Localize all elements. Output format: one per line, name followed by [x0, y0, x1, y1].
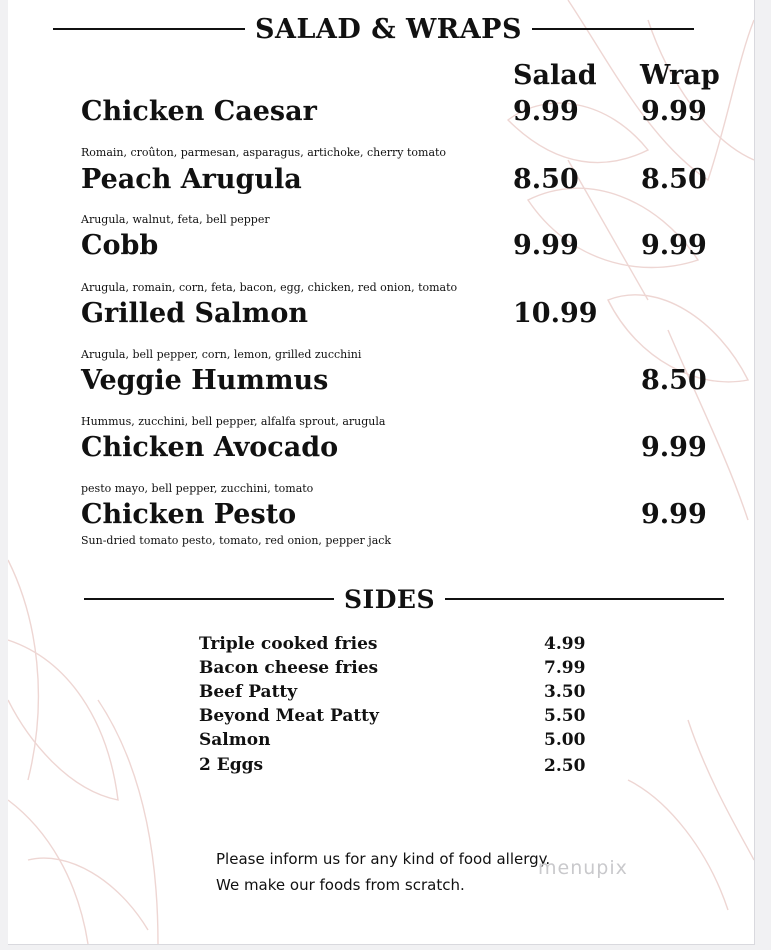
side-item-price: 5.50 [544, 706, 586, 726]
menu-item-description: Arugula, bell pepper, corn, lemon, grilled zucchini [81, 348, 362, 361]
menu-item-name: Cobb [81, 230, 159, 261]
salad-wraps-heading [53, 12, 694, 46]
menu-item-description: Sun-dried tomato pesto, tomato, red onion, pepper jack [81, 534, 392, 547]
side-item-price: 2.50 [544, 756, 586, 776]
side-item-price: 3.50 [544, 682, 586, 702]
menu-item-description: Arugula, romain, corn, feta, bacon, egg, chicken, red onion, tomato [81, 281, 458, 294]
side-item-name: Beef Patty [199, 682, 298, 702]
side-item-name: Bacon cheese fries [199, 658, 379, 678]
salad-price: 10.99 [513, 298, 598, 329]
wrap-price: 9.99 [641, 499, 707, 530]
wrap-price: 8.50 [641, 164, 707, 195]
menu-item-description: Hummus, zucchini, bell pepper, alfalfa sprout, arugula [81, 415, 386, 428]
wrap-price: 9.99 [641, 230, 707, 261]
side-item-price: 4.99 [544, 634, 586, 654]
side-item-name: Salmon [199, 730, 271, 750]
salad-price: 9.99 [513, 230, 579, 261]
menu-item-name: Grilled Salmon [81, 298, 308, 329]
side-item-price: 7.99 [544, 658, 586, 678]
floral-decoration-icon [8, 0, 754, 944]
wrap-price: 9.99 [641, 96, 707, 127]
salad-column-header: Salad [513, 60, 597, 91]
menu-item-name: Chicken Caesar [81, 96, 317, 127]
menu-item-description: pesto mayo, bell pepper, zucchini, tomato [81, 482, 314, 495]
watermark: menupix [538, 857, 628, 879]
wrap-price: 9.99 [641, 432, 707, 463]
menu-item-name: Veggie Hummus [81, 365, 329, 396]
menu-item-description: Romain, croûton, parmesan, asparagus, artichoke, cherry tomato [81, 146, 447, 159]
heading-rule-right [532, 28, 694, 30]
menu-item-name: Chicken Avocado [81, 432, 339, 463]
menu-item-name: Chicken Pesto [81, 499, 297, 530]
heading-rule-left [84, 598, 334, 600]
heading-rule-right [445, 598, 724, 600]
allergy-note: Please inform us for any kind of food allergy. [216, 850, 551, 868]
side-item-name: 2 Eggs [199, 755, 264, 775]
wrap-column-header: Wrap [640, 60, 720, 91]
scratch-note: We make our foods from scratch. [216, 876, 465, 894]
side-item-price: 5.00 [544, 730, 586, 750]
wrap-price: 8.50 [641, 365, 707, 396]
salad-price: 8.50 [513, 164, 579, 195]
sides-title: SIDES [344, 584, 436, 614]
side-item-name: Triple cooked fries [199, 634, 378, 654]
menu-page [8, 0, 755, 945]
salad-price: 9.99 [513, 96, 579, 127]
menu-item-name: Peach Arugula [81, 164, 302, 195]
salad-wraps-title: SALAD & WRAPS [255, 13, 522, 45]
menu-item-description: Arugula, walnut, feta, bell pepper [81, 213, 270, 226]
sides-heading [84, 582, 724, 616]
side-item-name: Beyond Meat Patty [199, 706, 379, 726]
heading-rule-left [53, 28, 245, 30]
